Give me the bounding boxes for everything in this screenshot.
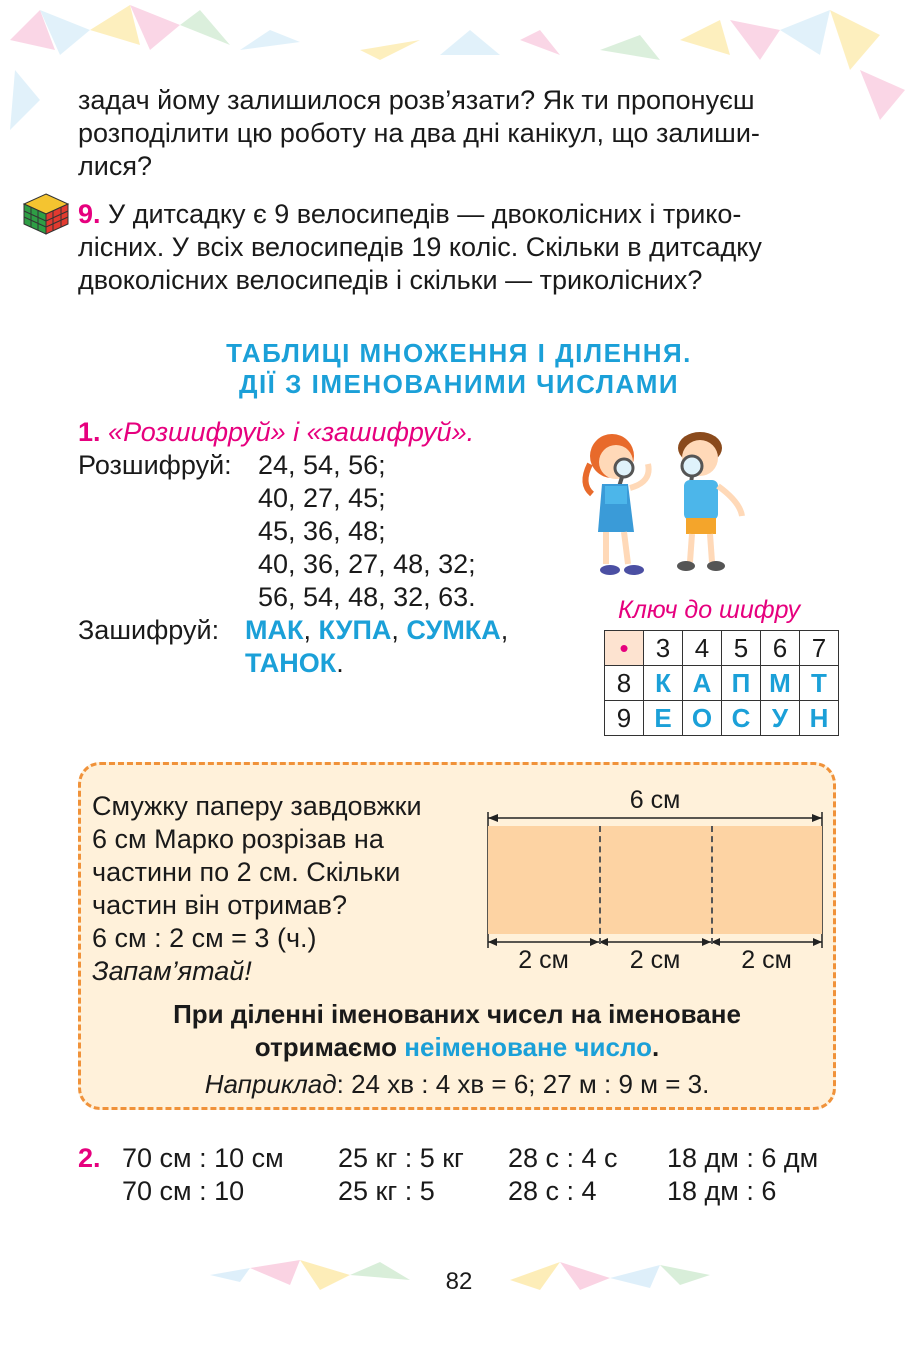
- encode-label: Зашифруй:: [78, 615, 220, 645]
- cut-line: [599, 826, 601, 944]
- separator: ,: [391, 615, 407, 645]
- task1-title: «Розшифруй» і «зашифруй».: [108, 417, 475, 447]
- rule-text: отримаємо: [254, 1032, 405, 1062]
- table-row: [605, 701, 839, 736]
- cipher-row-label: 8: [605, 666, 644, 701]
- rubik-cube-icon: [22, 192, 70, 236]
- task-number: 2.: [78, 1143, 101, 1173]
- decode-line: 40, 36, 27, 48, 32;: [258, 549, 476, 579]
- cipher-letter: О: [683, 701, 722, 736]
- paper-strip: [488, 826, 822, 934]
- section-title-line: ДІЇ З ІМЕНОВАНИМИ ЧИСЛАМИ: [238, 369, 680, 399]
- cipher-letter: А: [683, 666, 722, 701]
- expression: 18 дм : 6 дм: [667, 1143, 819, 1173]
- strip-part-label: 2 см: [518, 946, 569, 974]
- separator: ,: [303, 615, 319, 645]
- continuation-line: задач йому залишилося розв’язати? Як ти пропонуєш: [78, 85, 755, 115]
- task-number: 1.: [78, 417, 101, 447]
- cipher-key-title: Ключ до шифру: [618, 596, 801, 624]
- example-text: : 24 хв : 4 хв = 6; 27 м : 9 м = 3.: [336, 1069, 710, 1099]
- encode-word: СУМКА: [406, 615, 501, 645]
- example-label: Наприклад: [204, 1069, 337, 1099]
- separator: ,: [500, 615, 509, 645]
- table-row: [605, 631, 839, 666]
- cipher-corner: •: [605, 631, 644, 666]
- encode-word: ТАНОК: [245, 648, 337, 678]
- rule-highlight: неіменоване число: [404, 1032, 653, 1062]
- cipher-header-cell: 5: [722, 631, 761, 666]
- expression: 28 с : 4: [508, 1176, 597, 1206]
- encode-word: МАК: [245, 615, 304, 645]
- cipher-header-cell: 4: [683, 631, 722, 666]
- expression: 70 см : 10: [122, 1176, 245, 1206]
- cipher-header-cell: 3: [644, 631, 683, 666]
- task9-line: У дитсадку є 9 велосипедів — двоколісних і трико-: [108, 199, 742, 229]
- expression: 18 дм : 6: [667, 1176, 777, 1206]
- cipher-letter: С: [722, 701, 761, 736]
- cipher-letter: П: [722, 666, 761, 701]
- cipher-header-cell: 7: [800, 631, 839, 666]
- continuation-line: лися?: [78, 151, 152, 181]
- cipher-key-table: [604, 630, 839, 736]
- cipher-row-label: 9: [605, 701, 644, 736]
- rule-line: [78, 1031, 836, 1064]
- strip-total-label: 6 см: [629, 786, 681, 814]
- expression: 25 кг : 5: [338, 1176, 435, 1206]
- cipher-letter: Н: [800, 701, 839, 736]
- children-with-magnifiers-illustration: [572, 424, 772, 584]
- cipher-letter: Е: [644, 701, 683, 736]
- task-number: 9.: [78, 199, 101, 229]
- rule-text: .: [652, 1032, 660, 1062]
- decode-label: Розшифруй:: [78, 450, 232, 480]
- remember-label: Запам’ятай!: [92, 956, 252, 986]
- example-text-line: частини по 2 см. Скільки: [92, 857, 401, 887]
- continuation-line: розподілити цю роботу на два дні канікул, що залиши-: [78, 118, 760, 148]
- separator: .: [336, 648, 344, 678]
- expression: 28 с : 4 с: [508, 1143, 618, 1173]
- cipher-letter: К: [644, 666, 683, 701]
- decode-line: 56, 54, 48, 32, 63.: [258, 582, 476, 612]
- example-text-line: Смужку паперу завдовжки: [92, 791, 422, 821]
- cipher-letter: Т: [800, 666, 839, 701]
- cut-line: [711, 826, 713, 944]
- task9-line: двоколісних велосипедів і скільки — триколісних?: [78, 265, 703, 295]
- cipher-header-cell: 6: [761, 631, 800, 666]
- strip-part-label: 2 см: [629, 946, 681, 974]
- table-row: [605, 666, 839, 701]
- decode-line: 40, 27, 45;: [258, 483, 386, 513]
- page-number: 82: [445, 1268, 473, 1295]
- cipher-letter: М: [761, 666, 800, 701]
- decode-line: 24, 54, 56;: [258, 450, 386, 480]
- strip-part-label: 2 см: [741, 946, 792, 974]
- cipher-letter: У: [761, 701, 800, 736]
- expression: 70 см : 10 см: [122, 1143, 284, 1173]
- expression: 25 кг : 5 кг: [338, 1143, 464, 1173]
- example-text-line: частин він отримав?: [92, 890, 348, 920]
- task9-line: лісних. У всіх велосипедів 19 коліс. Скільки в дитсадку: [78, 232, 762, 262]
- encode-word: КУПА: [318, 615, 392, 645]
- section-title-line: ТАБЛИЦІ МНОЖЕННЯ І ДІЛЕННЯ.: [226, 338, 692, 368]
- example-text-line: 6 см : 2 см = 3 (ч.): [92, 923, 317, 953]
- example-text-line: 6 см Марко розрізав на: [92, 824, 384, 854]
- rule-line: При діленні іменованих чисел на іменоване: [173, 999, 741, 1029]
- decode-line: 45, 36, 48;: [258, 516, 386, 546]
